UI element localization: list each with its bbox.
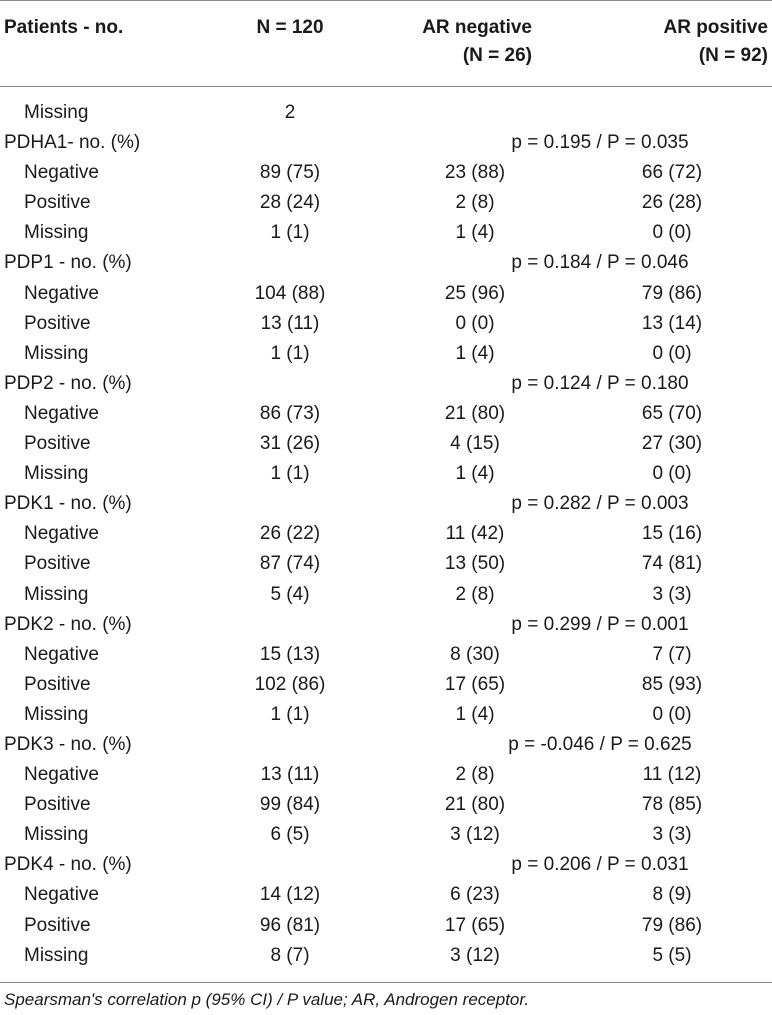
table-row xyxy=(0,188,772,218)
cell-ar-positive: 79 (86) xyxy=(641,914,703,936)
cell-total: 1 (1) xyxy=(270,342,310,364)
cell-total: 26 (22) xyxy=(259,523,321,545)
cell-ar-negative: 11 (42) xyxy=(445,523,505,545)
row-statistic: p = 0.282 / P = 0.003 xyxy=(511,493,689,515)
table-row xyxy=(0,549,772,579)
row-label: Negative xyxy=(24,884,99,906)
cell-ar-positive: 0 (0) xyxy=(652,463,692,485)
cell-total: 28 (24) xyxy=(259,192,321,214)
cell-ar-negative: 3 (12) xyxy=(450,824,500,846)
cell-ar-negative: 1 (4) xyxy=(455,703,495,725)
cell-ar-negative: 1 (4) xyxy=(455,222,495,244)
cell-ar-positive: 15 (16) xyxy=(641,523,703,545)
row-label: Missing xyxy=(24,463,89,485)
table-body xyxy=(0,98,772,971)
row-label: Positive xyxy=(24,553,91,575)
header-ar-negative xyxy=(422,14,532,70)
row-statistic: p = 0.206 / P = 0.031 xyxy=(511,854,689,876)
row-statistic: p = 0.124 / P = 0.180 xyxy=(511,372,689,394)
cell-total: 15 (13) xyxy=(259,643,321,665)
cell-ar-negative: 17 (65) xyxy=(444,673,506,695)
table-row xyxy=(0,941,772,971)
bottom-rule xyxy=(0,982,772,983)
row-statistic: p = 0.299 / P = 0.001 xyxy=(511,613,689,635)
cell-ar-negative: 6 (23) xyxy=(450,884,500,906)
cell-ar-positive: 74 (81) xyxy=(641,553,703,575)
table-group-row xyxy=(0,730,772,760)
cell-total: 87 (74) xyxy=(259,553,321,575)
table-row xyxy=(0,429,772,459)
cell-total: 96 (81) xyxy=(259,914,321,936)
cell-ar-positive: 0 (0) xyxy=(652,342,692,364)
cell-total: 1 (1) xyxy=(270,703,310,725)
cell-ar-positive: 13 (14) xyxy=(641,312,703,334)
cell-ar-positive: 65 (70) xyxy=(641,402,703,424)
row-label: Positive xyxy=(24,433,91,455)
cell-total: 99 (84) xyxy=(259,794,321,816)
row-label: Positive xyxy=(24,794,91,816)
row-label: Missing xyxy=(24,222,89,244)
row-label: Positive xyxy=(24,312,91,334)
cell-total: 13 (11) xyxy=(260,312,320,334)
cell-ar-negative: 2 (8) xyxy=(455,192,495,214)
table-group-row xyxy=(0,610,772,640)
row-label: PDK3 - no. (%) xyxy=(4,733,132,755)
cell-total: 89 (75) xyxy=(259,162,321,184)
row-label: Negative xyxy=(24,643,99,665)
table-footnote: Spearsman's correlation p (95% CI) / P value; AR, Androgen receptor. xyxy=(4,990,530,1009)
cell-ar-positive: 0 (0) xyxy=(652,222,692,244)
cell-total: 102 (86) xyxy=(254,673,326,695)
cell-total: 13 (11) xyxy=(260,764,320,786)
cell-total: 5 (4) xyxy=(270,583,310,605)
table-row xyxy=(0,580,772,610)
cell-ar-negative: 21 (80) xyxy=(444,402,506,424)
row-label: Negative xyxy=(24,282,99,304)
row-label: Missing xyxy=(24,342,89,364)
cell-ar-positive: 5 (5) xyxy=(652,944,692,966)
header-total-label: N = 120 xyxy=(256,17,324,38)
cell-ar-positive: 66 (72) xyxy=(641,162,703,184)
cell-ar-negative: 8 (30) xyxy=(450,643,500,665)
cell-ar-negative: 2 (8) xyxy=(455,764,495,786)
cell-ar-positive: 0 (0) xyxy=(652,703,692,725)
table-group-row xyxy=(0,248,772,278)
row-label: Positive xyxy=(24,914,91,936)
header-ar-negative-label: AR negative xyxy=(422,17,532,38)
cell-ar-positive: 85 (93) xyxy=(641,673,703,695)
table-row xyxy=(0,158,772,188)
cell-ar-negative: 3 (12) xyxy=(450,944,500,966)
table-row xyxy=(0,640,772,670)
row-statistic: p = 0.195 / P = 0.035 xyxy=(511,132,689,154)
cell-ar-negative: 25 (96) xyxy=(444,282,506,304)
table-row xyxy=(0,820,772,850)
cell-total: 14 (12) xyxy=(259,884,321,906)
cell-total: 2 xyxy=(284,102,296,123)
header-rule xyxy=(0,86,772,87)
cell-ar-negative: 4 (15) xyxy=(450,433,500,455)
table-group-row xyxy=(0,369,772,399)
table-row xyxy=(0,670,772,700)
cell-total: 31 (26) xyxy=(259,433,321,455)
row-label: PDK1 - no. (%) xyxy=(4,493,132,515)
header-ar-positive-label: AR positive xyxy=(663,17,768,38)
row-label: Missing xyxy=(24,583,89,605)
cell-total: 1 (1) xyxy=(270,463,310,485)
table-group-row xyxy=(0,489,772,519)
cell-ar-negative: 0 (0) xyxy=(455,312,495,334)
table-group-row xyxy=(0,850,772,880)
cell-ar-negative: 1 (4) xyxy=(455,463,495,485)
row-label: Negative xyxy=(24,402,99,424)
cell-ar-positive: 3 (3) xyxy=(652,583,692,605)
header-ar-positive-count: (N = 92) xyxy=(698,45,768,66)
cell-ar-positive: 8 (9) xyxy=(652,884,692,906)
table-row xyxy=(0,700,772,730)
table-row xyxy=(0,339,772,369)
cell-ar-positive: 7 (7) xyxy=(652,643,692,665)
row-label: Negative xyxy=(24,764,99,786)
row-statistic: p = 0.184 / P = 0.046 xyxy=(511,252,689,274)
cell-total: 6 (5) xyxy=(270,824,310,846)
table-row xyxy=(0,459,772,489)
table-row xyxy=(0,880,772,910)
table-row xyxy=(0,309,772,339)
cell-ar-negative: 23 (88) xyxy=(444,162,506,184)
cell-total: 104 (88) xyxy=(254,282,326,304)
row-label: Negative xyxy=(24,162,99,184)
header-patients-label: Patients - no. xyxy=(4,17,124,38)
row-label: Missing xyxy=(24,944,89,966)
cell-ar-negative: 2 (8) xyxy=(455,583,495,605)
cell-ar-negative: 21 (80) xyxy=(444,794,506,816)
row-label: Negative xyxy=(24,523,99,545)
cell-total: 1 (1) xyxy=(270,222,310,244)
header-patients xyxy=(4,14,123,42)
header-ar-positive xyxy=(663,14,768,70)
row-label: PDP1 - no. (%) xyxy=(4,252,132,274)
table-group-row xyxy=(0,128,772,158)
row-label: Positive xyxy=(24,192,91,214)
table-row xyxy=(0,911,772,941)
row-label: PDK2 - no. (%) xyxy=(4,613,132,635)
cell-ar-positive: 79 (86) xyxy=(641,282,703,304)
row-statistic: p = -0.046 / P = 0.625 xyxy=(508,733,692,755)
table-row xyxy=(0,218,772,248)
cell-ar-positive: 26 (28) xyxy=(641,192,703,214)
row-label: Positive xyxy=(24,673,91,695)
row-label: Missing xyxy=(24,703,89,725)
cell-total: 86 (73) xyxy=(259,402,321,424)
top-rule xyxy=(0,0,772,1)
table-row xyxy=(0,519,772,549)
cell-ar-positive: 11 (12) xyxy=(642,764,702,786)
cell-ar-negative: 13 (50) xyxy=(444,553,506,575)
table-row xyxy=(0,399,772,429)
row-label: PDK4 - no. (%) xyxy=(4,854,132,876)
cell-ar-positive: 27 (30) xyxy=(641,433,703,455)
table-row xyxy=(0,279,772,309)
row-label: PDP2 - no. (%) xyxy=(4,372,132,394)
cell-ar-positive: 3 (3) xyxy=(652,824,692,846)
header-ar-negative-count: (N = 26) xyxy=(462,45,532,66)
cell-ar-negative: 17 (65) xyxy=(444,914,506,936)
row-label: Missing xyxy=(24,102,89,123)
cell-total: 8 (7) xyxy=(270,944,310,966)
cell-ar-negative: 1 (4) xyxy=(455,342,495,364)
row-label: PDHA1- no. (%) xyxy=(4,132,141,154)
header-total xyxy=(250,14,330,42)
table-row xyxy=(0,790,772,820)
row-label: Missing xyxy=(24,824,89,846)
table-row xyxy=(0,760,772,790)
cell-ar-positive: 78 (85) xyxy=(641,794,703,816)
table-row xyxy=(0,98,772,128)
